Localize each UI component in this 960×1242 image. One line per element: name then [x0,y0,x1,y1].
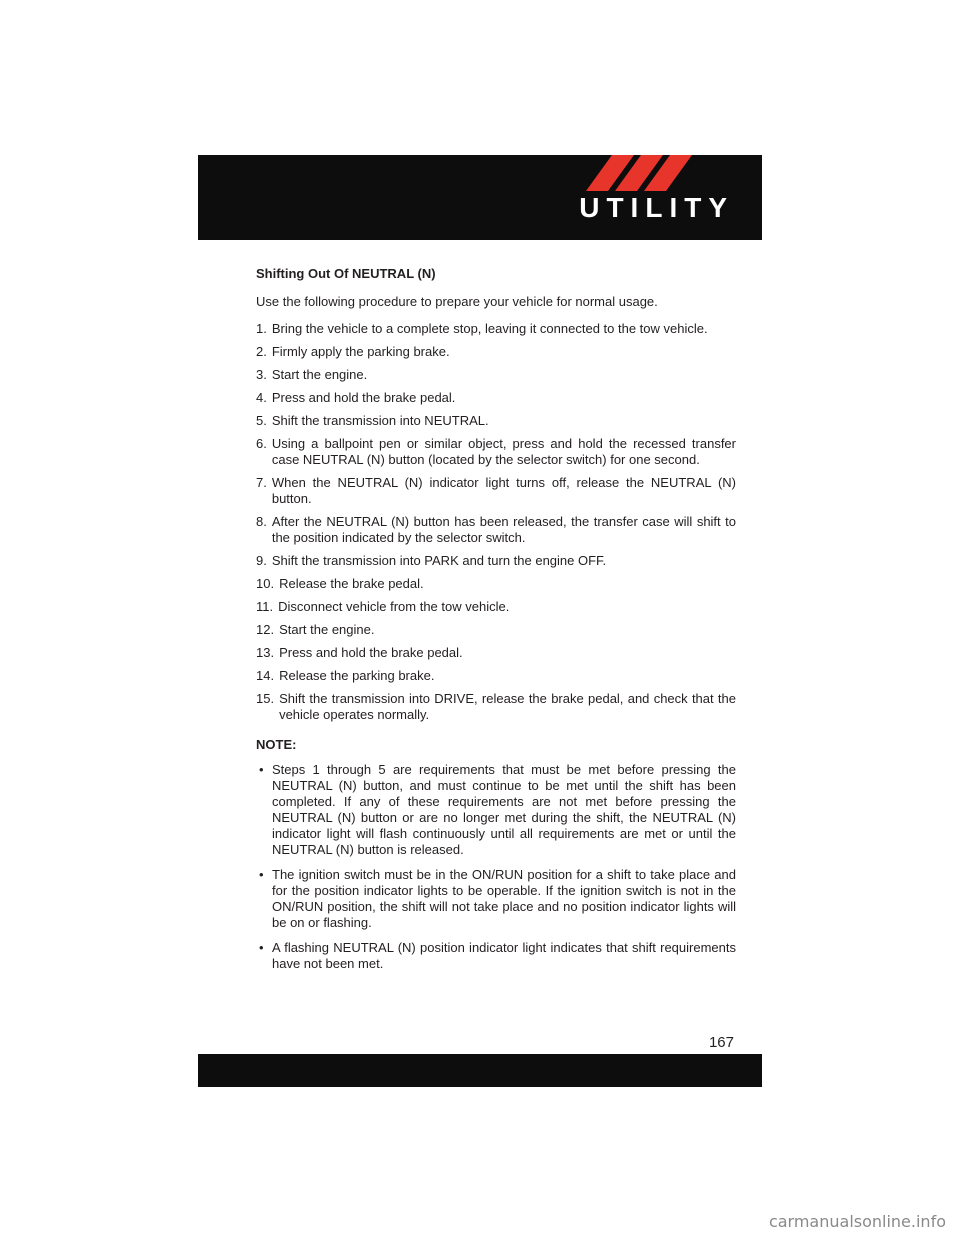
footer-bar [198,1054,762,1087]
step-text: Disconnect vehicle from the tow vehicle. [278,599,510,614]
procedure-step [256,413,736,429]
note-item [256,762,736,858]
step-text: Start the engine. [271,367,368,382]
bullet-icon: • [259,762,264,777]
section-header-bar [198,155,762,240]
note-text: The ignition switch must be in the ON/RUN position for a shift to take place and for the position indicator lights to be operable. If the ignition switch is not in the ON/RUN position, the shift will not take place and no position indicator lights will be on or flashing. [272,867,736,930]
procedure-step [256,576,736,592]
step-text: After the NEUTRAL (N) button has been released, the transfer case will shift to the position indicated by the selector switch. [271,514,736,545]
step-number: 8. [256,514,267,529]
step-number: 11. [256,599,274,614]
intro-paragraph: Use the following procedure to prepare your vehicle for normal usage. [256,294,658,309]
step-text: Using a ballpoint pen or similar object, press and hold the recessed transfer case NEUTRAL (N) button (located by the selector switch) for one second. [271,436,736,467]
step-number: 15. [256,691,275,706]
bullet-icon: • [259,867,264,882]
step-text: Firmly apply the parking brake. [271,344,450,359]
procedure-steps-list [256,321,736,723]
step-text: Press and hold the brake pedal. [279,645,463,660]
note-item [256,940,736,972]
step-number: 13. [256,645,275,660]
racing-stripes-icon [586,155,696,195]
procedure-step [256,475,736,507]
section-heading: Shifting Out Of NEUTRAL (N) [256,266,436,281]
note-text: A flashing NEUTRAL (N) position indicator light indicates that shift requirements have not been met. [272,940,736,971]
bullet-icon: • [259,940,264,955]
step-text: When the NEUTRAL (N) indicator light turns off, release the NEUTRAL (N) button. [271,475,736,506]
note-heading: NOTE: [256,737,297,752]
procedure-step [256,599,736,615]
procedure-step [256,514,736,546]
step-number: 9. [256,553,267,568]
step-number: 4. [256,390,267,405]
procedure-step [256,436,736,468]
step-text: Shift the transmission into PARK and turn the engine OFF. [271,553,607,568]
step-number: 12. [256,622,275,637]
step-text: Press and hold the brake pedal. [271,390,456,405]
procedure-step [256,622,736,638]
note-text: Steps 1 through 5 are requirements that must be met before pressing the NEUTRAL (N) button, and must continue to be met until the shift has been completed. If any of these requirements are not met before pressing the NEUTRAL (N) button or are no longer met during the shift, the NEUTRAL (N) indicator light will flash continuously until all requirements are met or until the NEUTRAL (N) button is released. [272,762,736,857]
step-number: 2. [256,344,267,359]
page-number: 167 [708,1034,734,1051]
step-number: 14. [256,668,275,683]
step-text: Bring the vehicle to a complete stop, leaving it connected to the tow vehicle. [271,321,708,336]
step-number: 1. [256,321,267,336]
notes-list [256,762,736,972]
section-title-utility: UTILITY [579,192,734,223]
step-text: Start the engine. [279,622,375,637]
step-text: Shift the transmission into NEUTRAL. [271,413,489,428]
procedure-step [256,321,736,337]
page-content [256,266,736,981]
step-number: 6. [256,436,267,451]
procedure-step [256,344,736,360]
watermark-text: carmanualsonline.info [768,1212,946,1231]
procedure-step [256,390,736,406]
procedure-step [256,645,736,661]
step-number: 10. [256,576,275,591]
step-text: Release the brake pedal. [279,576,424,591]
procedure-step [256,367,736,383]
step-text: Shift the transmission into DRIVE, release the brake pedal, and check that the vehicle operates normally. [279,691,736,722]
step-text: Release the parking brake. [279,668,435,683]
step-number: 5. [256,413,267,428]
note-item [256,867,736,931]
procedure-step [256,691,736,723]
step-number: 3. [256,367,267,382]
procedure-step [256,668,736,684]
procedure-step [256,553,736,569]
step-number: 7. [256,475,267,490]
